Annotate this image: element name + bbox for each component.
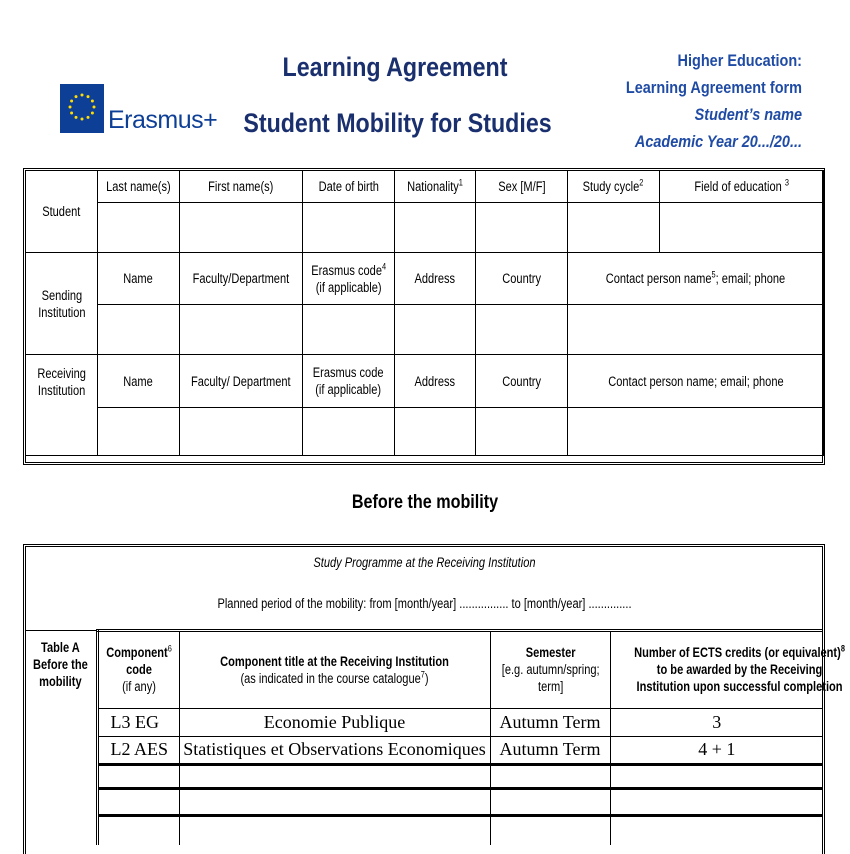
receiving-col-contact: Contact person name; email; phone — [568, 355, 824, 408]
col-date-of-birth: Date of birth — [303, 171, 395, 203]
row-2-ects[interactable]: 4 + 1 — [610, 736, 823, 764]
row-4-code[interactable] — [97, 788, 179, 815]
row-3-semester[interactable] — [490, 764, 610, 788]
sending-address-field[interactable] — [395, 305, 476, 355]
study-programme-table — [25, 546, 845, 845]
row-5-semester[interactable] — [490, 815, 610, 845]
row-5-code[interactable] — [97, 815, 179, 845]
receiving-col-country: Country — [476, 355, 568, 408]
col-sex: Sex [M/F] — [476, 171, 568, 203]
receiving-col-erasmus-code: Erasmus code (if applicable) — [303, 355, 395, 408]
row-3-code[interactable] — [97, 764, 179, 788]
table-row — [25, 708, 823, 736]
row-2-semester[interactable]: Autumn Term — [490, 736, 610, 764]
sending-contact-field[interactable] — [568, 305, 824, 355]
row-4-title[interactable] — [179, 788, 490, 815]
table-a-label: Table A Before the mobility — [25, 630, 97, 845]
table-row — [25, 764, 823, 788]
receiving-faculty-field[interactable] — [180, 408, 303, 456]
student-label: Student — [26, 171, 98, 253]
sending-col-address: Address — [395, 253, 476, 305]
receiving-col-address: Address — [395, 355, 476, 408]
student-institution-table — [25, 170, 824, 456]
col-last-name: Last name(s) — [98, 171, 180, 203]
section-title-before-mobility: Before the mobility — [351, 492, 499, 513]
row-5-title[interactable] — [179, 815, 490, 845]
sex-field[interactable] — [476, 203, 568, 253]
receiving-name-field[interactable] — [98, 408, 180, 456]
receiving-col-name: Name — [98, 355, 180, 408]
date-of-birth-field[interactable] — [303, 203, 395, 253]
header-right-line-1: Higher Education: — [677, 51, 802, 70]
programme-title: Study Programme at the Receiving Institution — [312, 554, 536, 570]
row-3-title[interactable] — [179, 764, 490, 788]
sending-institution-label: Sending Institution — [26, 253, 98, 355]
receiving-col-faculty: Faculty/ Department — [180, 355, 303, 408]
page-title: Learning Agreement — [282, 52, 508, 82]
page-subtitle: Student Mobility for Studies — [243, 108, 552, 138]
sending-erasmus-code-field[interactable] — [303, 305, 395, 355]
last-name-field[interactable] — [98, 203, 180, 253]
row-1-ects[interactable]: 3 — [610, 708, 823, 736]
col-field-of-education: Field of education $^3$ — [660, 171, 824, 203]
planned-period: Planned period of the mobility: from [month/year] ................ to [month/year] .............. — [216, 595, 632, 611]
row-4-ects[interactable] — [610, 788, 823, 815]
row-1-code[interactable]: L3 EG — [97, 708, 179, 736]
sending-col-name: Name — [98, 253, 180, 305]
row-5-ects[interactable] — [610, 815, 823, 845]
sending-faculty-field[interactable] — [180, 305, 303, 355]
sending-col-contact: Contact person name$^5$; email; phone — [568, 253, 824, 305]
row-1-semester[interactable]: Autumn Term — [490, 708, 610, 736]
col-component-code: Component$^6$ code (if any) — [97, 630, 179, 708]
erasmus-logo-text: Erasmus+ — [108, 106, 218, 134]
table-row — [25, 815, 823, 845]
col-ects-credits: Number of ECTS credits (or equivalent)$^8$ to be awarded by the Receiving Institution upon successful completion — [610, 630, 823, 708]
eu-flag-icon — [60, 84, 104, 133]
sending-name-field[interactable] — [98, 305, 180, 355]
field-of-education-field[interactable] — [660, 203, 824, 253]
table-row — [25, 736, 823, 764]
col-semester: Semester [e.g. autumn/spring; term] — [490, 630, 610, 708]
header-right-student-name: Student’s name — [694, 105, 802, 124]
col-study-cycle: Study cycle$^2$ — [568, 171, 660, 203]
table-row — [25, 788, 823, 815]
sending-country-field[interactable] — [476, 305, 568, 355]
receiving-address-field[interactable] — [395, 408, 476, 456]
receiving-contact-field[interactable] — [568, 408, 824, 456]
row-4-semester[interactable] — [490, 788, 610, 815]
first-name-field[interactable] — [180, 203, 303, 253]
study-cycle-field[interactable] — [568, 203, 660, 253]
col-component-title: Component title at the Receiving Institution (as indicated in the course catalogue$^7$) — [179, 630, 490, 708]
sending-col-country: Country — [476, 253, 568, 305]
sending-col-erasmus-code: Erasmus code$^4$ (if applicable) — [303, 253, 395, 305]
sending-col-faculty: Faculty/Department — [180, 253, 303, 305]
header-right-academic-year: Academic Year 20.../20... — [634, 132, 802, 151]
nationality-field[interactable] — [395, 203, 476, 253]
header-right-line-2: Learning Agreement form — [625, 78, 802, 97]
receiving-country-field[interactable] — [476, 408, 568, 456]
row-2-code[interactable]: L2 AES — [97, 736, 179, 764]
col-first-name: First name(s) — [180, 171, 303, 203]
row-3-ects[interactable] — [610, 764, 823, 788]
row-1-title[interactable]: Economie Publique — [179, 708, 490, 736]
receiving-institution-label: Receiving Institution — [26, 355, 98, 456]
col-nationality: Nationality$^1$ — [395, 171, 476, 203]
receiving-erasmus-code-field[interactable] — [303, 408, 395, 456]
row-2-title[interactable]: Statistiques et Observations Economiques — [179, 736, 490, 764]
